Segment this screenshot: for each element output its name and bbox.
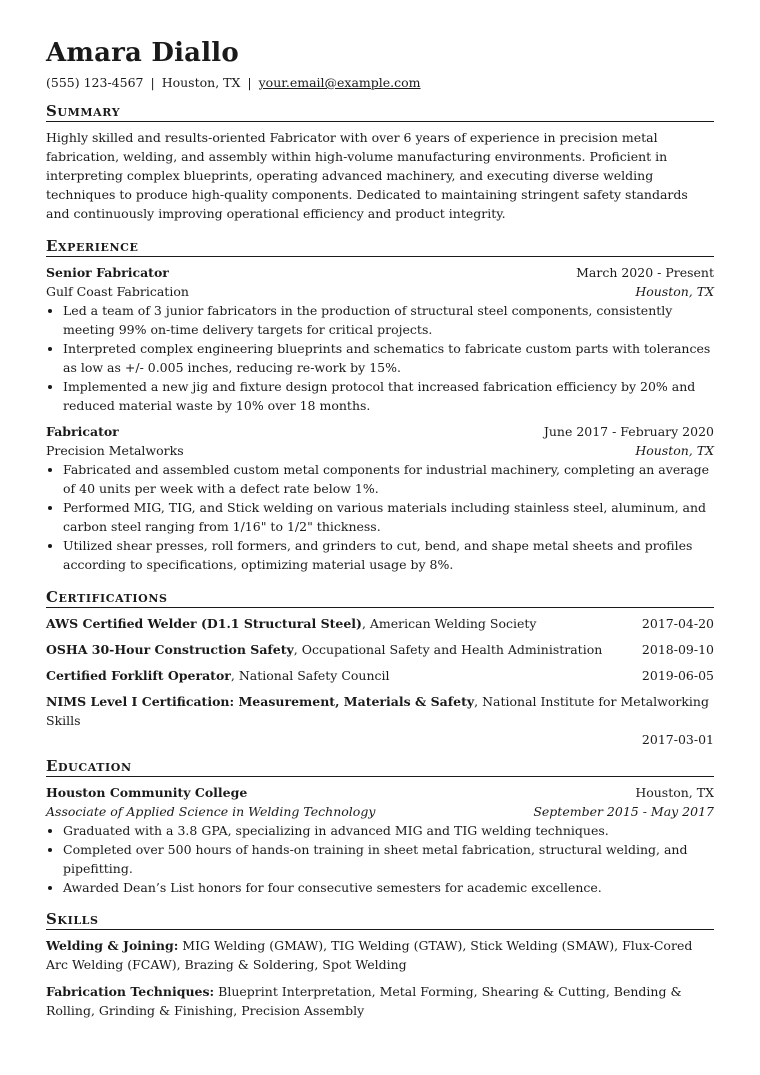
section-title-certifications: Certifications [46, 588, 714, 608]
certifications-section [46, 588, 714, 749]
job-entry [46, 422, 714, 574]
education-bullets [46, 821, 714, 897]
skill-group-items: MIG Welding (GMAW), TIG Welding (GTAW), Stick Welding (SMAW), Flux-Cored Arc Welding (FCAW), Brazing & Soldering, Spot Welding [46, 938, 693, 972]
section-title-experience: Experience [46, 237, 714, 257]
list-item: • Performed MIG, TIG, and Stick welding on various materials including stainless steel, aluminum, and carbon steel ranging from 1/16" to 1/2" thickness. [63, 498, 714, 536]
certification-date: 2017-04-20 [641, 616, 714, 631]
certification-issuer: , National Institute for Metalworking Skills [46, 694, 709, 728]
job-company: Gulf Coast Fabrication [46, 284, 189, 299]
list-item: • Graduated with a 3.8 GPA, specializing in advanced MIG and TIG welding techniques. [63, 821, 714, 840]
list-item: • Interpreted complex engineering blueprints and schematics to fabricate custom parts with tolerances as low as +/- 0.005 inches, reducing re-work by 15%. [63, 339, 714, 377]
list-item: • Utilized shear presses, roll formers, and grinders to cut, bend, and shape metal sheets and profiles according to specifications, optimizing material usage by 8%. [63, 536, 714, 574]
list-item: • Completed over 500 hours of hands-on training in sheet metal fabrication, structural welding, and pipefitting. [63, 840, 714, 878]
section-title-skills: Skills [46, 910, 714, 930]
email-link[interactable]: your.email@example.com [258, 75, 421, 90]
degree: Associate of Applied Science in Welding Technology [46, 804, 376, 819]
school-name: Houston Community College [46, 785, 248, 800]
list-item: • Awarded Dean’s List honors for four consecutive semesters for academic excellence. [63, 878, 714, 897]
job-bullets [46, 301, 714, 415]
education-dates: September 2015 - May 2017 [533, 804, 714, 819]
job-dates: June 2017 - February 2020 [543, 424, 714, 439]
section-title-summary: Summary [46, 102, 714, 122]
job-location: Houston, TX [635, 443, 714, 458]
skill-group [46, 936, 714, 974]
certification-issuer: , American Welding Society [361, 616, 537, 631]
job-entry [46, 263, 714, 415]
school-location: Houston, TX [635, 785, 714, 800]
experience-section [46, 237, 714, 574]
certification-item [46, 614, 714, 633]
list-item: • Led a team of 3 junior fabricators in the production of structural steel components, consistently meeting 99% on-time delivery targets for critical projects. [63, 301, 714, 339]
job-role: Senior Fabricator [46, 265, 169, 280]
location: Houston, TX [161, 75, 241, 90]
certification-item [46, 640, 714, 659]
certification-date: 2018-09-10 [641, 642, 714, 657]
separator: | [150, 75, 155, 90]
certification-date-row [46, 730, 714, 749]
education-section [46, 757, 714, 897]
section-title-education: Education [46, 757, 714, 777]
certification-date: 2019-06-05 [641, 668, 714, 683]
job-company: Precision Metalworks [46, 443, 184, 458]
summary-section [46, 102, 714, 223]
job-dates: March 2020 - Present [576, 265, 714, 280]
candidate-name: Amara Diallo [46, 38, 239, 68]
certification-name: OSHA 30-Hour Construction Safety [46, 642, 294, 657]
certification-item [46, 692, 714, 749]
separator: | [247, 75, 252, 90]
certification-date: 2017-03-01 [641, 732, 714, 747]
job-location: Houston, TX [635, 284, 714, 299]
job-bullets [46, 460, 714, 574]
contact-line [46, 74, 714, 92]
skill-group-label: Welding & Joining: [46, 938, 179, 953]
skill-group-label: Fabrication Techniques: [46, 984, 215, 999]
list-item: • Fabricated and assembled custom metal components for industrial machinery, completing an average of 40 units per week with a defect rate below 1%. [63, 460, 714, 498]
job-role: Fabricator [46, 424, 119, 439]
certification-name: AWS Certified Welder (D1.1 Structural Steel) [46, 616, 362, 631]
skill-group-items: Blueprint Interpretation, Metal Forming, Shearing & Cutting, Bending & Rolling, Grinding & Finishing, Precision Assembly [46, 984, 682, 1018]
list-item: • Implemented a new jig and fixture design protocol that increased fabrication efficiency by 20% and reduced material waste by 10% over 18 months. [63, 377, 714, 415]
skill-group [46, 982, 714, 1020]
phone: (555) 123-4567 [46, 75, 144, 90]
certification-issuer: , National Safety Council [230, 668, 390, 683]
certification-name: NIMS Level I Certification: Measurement, Materials & Safety [46, 694, 475, 709]
certification-issuer: , Occupational Safety and Health Administration [293, 642, 603, 657]
certification-name: Certified Forklift Operator [46, 668, 231, 683]
summary-text: Highly skilled and results-oriented Fabricator with over 6 years of experience in precision metal fabrication, welding, and assembly within high-volume manufacturing environments. Proficient in interpreting complex blueprints, operating advanced machinery, and executing diverse welding techniques to produce high-quality components. Dedicated to maintaining stringent safety standards and continuously improving operational efficiency and product integrity. [46, 130, 688, 221]
skills-section [46, 910, 714, 1020]
certification-item [46, 666, 714, 685]
